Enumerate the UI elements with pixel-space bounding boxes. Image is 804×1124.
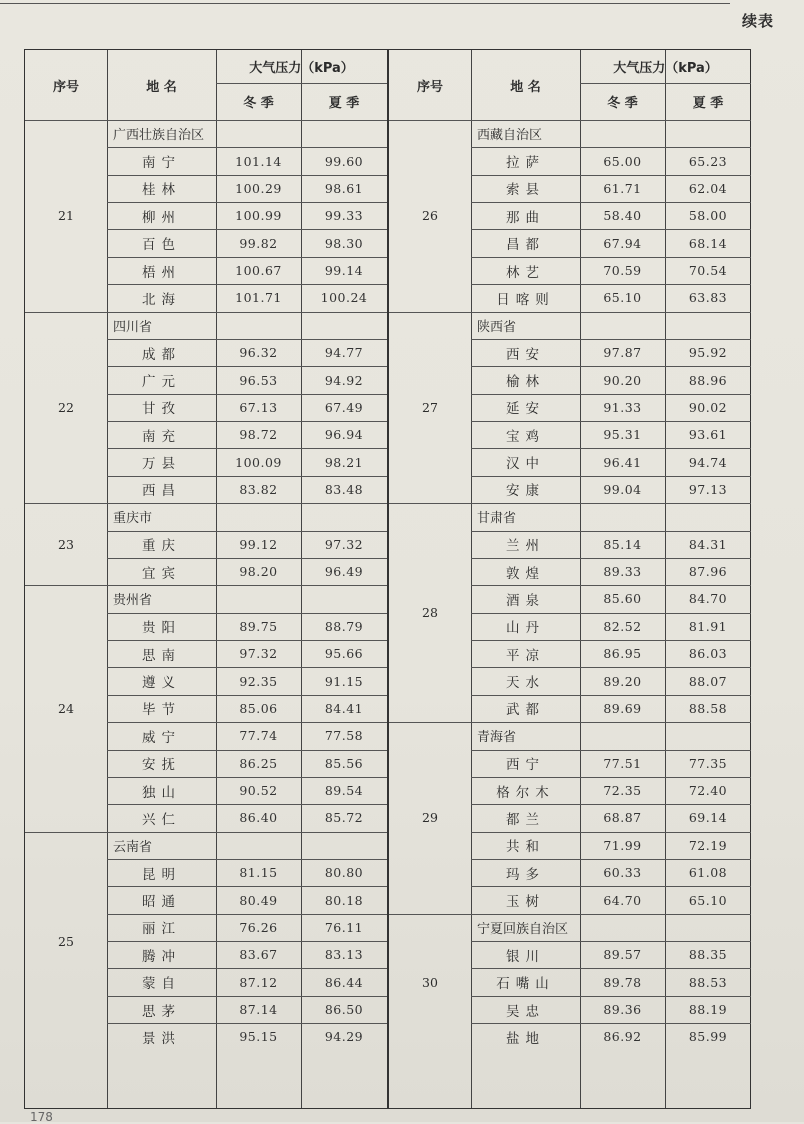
header-seq: 序号: [416, 79, 443, 95]
winter-pressure: 77.74: [239, 728, 278, 744]
winter-pressure: 98.72: [239, 427, 278, 443]
row-seq-number: 27: [422, 399, 438, 415]
summer-pressure: 84.70: [688, 591, 728, 607]
winter-pressure: 98.20: [239, 564, 278, 580]
summer-pressure: 83.13: [324, 947, 364, 963]
city-name: 敦煌: [506, 565, 545, 582]
winter-pressure: 100.67: [235, 263, 282, 279]
city-name: 格尔木: [496, 784, 555, 801]
summer-pressure: 85.72: [324, 810, 364, 826]
winter-pressure: 72.35: [603, 783, 642, 799]
summer-pressure: 72.40: [688, 783, 728, 799]
winter-pressure: 77.51: [603, 755, 642, 771]
city-name: 银川: [506, 948, 545, 965]
city-name: 宝鸡: [506, 428, 545, 445]
summer-pressure: 86.03: [688, 646, 728, 662]
city-name: 梧州: [142, 264, 181, 281]
winter-pressure: 85.06: [239, 700, 278, 716]
city-name: 重庆: [142, 538, 181, 555]
winter-pressure: 100.99: [235, 208, 282, 224]
summer-pressure: 94.29: [324, 1029, 364, 1045]
winter-pressure: 89.75: [239, 618, 278, 634]
winter-pressure: 61.71: [603, 180, 642, 196]
province-name: 青海省: [477, 730, 517, 746]
summer-pressure: 88.35: [688, 947, 728, 963]
winter-pressure: 87.12: [239, 974, 278, 990]
winter-pressure: 96.32: [239, 345, 278, 361]
summer-pressure: 94.77: [324, 345, 364, 361]
province-name: 广西壮族自治区: [113, 128, 205, 144]
winter-pressure: 92.35: [239, 673, 278, 689]
city-name: 西安: [506, 346, 545, 363]
summer-pressure: 88.58: [688, 700, 728, 716]
summer-pressure: 72.19: [688, 837, 728, 853]
header-winter: 冬 季: [607, 96, 638, 111]
winter-pressure: 96.53: [239, 372, 278, 388]
summer-pressure: 85.99: [688, 1029, 728, 1045]
header-place: 地 名: [146, 79, 177, 95]
summer-pressure: 90.02: [688, 399, 728, 415]
winter-pressure: 99.04: [603, 481, 642, 497]
winter-pressure: 90.20: [603, 372, 642, 388]
winter-pressure: 99.82: [239, 235, 278, 251]
pressure-table: [24, 49, 751, 1109]
winter-pressure: 89.20: [603, 673, 642, 689]
winter-pressure: 89.69: [603, 700, 642, 716]
city-name: 柳州: [142, 209, 181, 226]
header-pressure: 大气压力（kPa）: [249, 61, 354, 76]
summer-pressure: 98.30: [324, 235, 364, 251]
city-name: 酒泉: [506, 592, 545, 609]
city-name: 山丹: [506, 620, 545, 637]
city-name: 西昌: [142, 483, 181, 500]
city-name: 南宁: [142, 155, 181, 172]
city-name: 拉萨: [506, 155, 545, 172]
summer-pressure: 98.21: [324, 454, 364, 470]
winter-pressure: 65.00: [603, 153, 642, 169]
winter-pressure: 64.70: [603, 892, 642, 908]
province-name: 宁夏回族自治区: [477, 921, 569, 937]
city-name: 遵义: [142, 675, 181, 692]
summer-pressure: 99.60: [324, 153, 364, 169]
summer-pressure: 96.94: [324, 427, 364, 443]
city-name: 安康: [506, 483, 545, 500]
winter-pressure: 82.52: [603, 618, 642, 634]
city-name: 昌都: [506, 237, 545, 254]
city-name: 南充: [142, 428, 181, 445]
winter-pressure: 58.40: [603, 208, 642, 224]
table-left-half: [25, 50, 387, 1108]
summer-pressure: 80.80: [324, 865, 364, 881]
winter-pressure: 86.40: [239, 810, 278, 826]
province-name: 贵州省: [113, 593, 153, 609]
city-name: 兴仁: [142, 811, 181, 828]
city-name: 腾冲: [142, 948, 181, 965]
winter-pressure: 96.41: [603, 454, 642, 470]
city-name: 都兰: [506, 811, 545, 828]
city-name: 榆林: [506, 374, 545, 390]
row-seq-number: 21: [58, 208, 74, 224]
summer-pressure: 81.91: [688, 618, 728, 634]
winter-pressure: 95.31: [603, 427, 642, 443]
summer-pressure: 99.14: [324, 263, 364, 279]
summer-pressure: 68.14: [688, 235, 728, 251]
summer-pressure: 97.32: [324, 536, 364, 552]
summer-pressure: 95.92: [688, 345, 728, 361]
city-name: 万县: [142, 456, 181, 473]
winter-pressure: 81.15: [239, 865, 278, 881]
summer-pressure: 61.08: [688, 865, 728, 881]
winter-pressure: 68.87: [603, 810, 642, 826]
winter-pressure: 89.57: [603, 947, 642, 963]
header-pressure: 大气压力（kPa）: [613, 61, 718, 76]
summer-pressure: 88.53: [688, 974, 728, 990]
summer-pressure: 77.58: [324, 728, 364, 744]
winter-pressure: 100.29: [235, 180, 282, 196]
summer-pressure: 65.23: [688, 153, 728, 169]
city-name: 宜宾: [142, 565, 181, 582]
winter-pressure: 67.94: [603, 235, 642, 251]
winter-pressure: 67.13: [239, 399, 278, 415]
city-name: 丽江: [142, 921, 181, 938]
city-name: 平凉: [506, 647, 545, 664]
city-name: 共和: [506, 839, 545, 856]
header-subrule: [580, 83, 751, 84]
city-name: 毕节: [142, 702, 181, 719]
winter-pressure: 87.14: [239, 1002, 278, 1017]
row-seq-number: 30: [422, 974, 438, 990]
winter-pressure: 101.14: [235, 153, 282, 169]
winter-pressure: 89.33: [603, 564, 642, 580]
city-name: 北海: [142, 291, 181, 308]
summer-pressure: 76.11: [324, 919, 364, 935]
city-name: 延安: [506, 401, 545, 418]
summer-pressure: 93.61: [688, 427, 728, 443]
summer-pressure: 100.24: [320, 290, 368, 306]
summer-pressure: 86.50: [324, 1002, 364, 1017]
winter-pressure: 97.32: [239, 646, 278, 662]
winter-pressure: 101.71: [235, 290, 282, 306]
city-name: 兰州: [506, 538, 545, 555]
province-name: 云南省: [113, 839, 153, 855]
city-name: 天水: [506, 675, 545, 692]
summer-pressure: 96.49: [324, 564, 364, 580]
header-summer: 夏 季: [328, 96, 360, 111]
city-name: 林艺: [506, 264, 545, 281]
summer-pressure: 80.18: [324, 892, 364, 908]
city-name: 西宁: [506, 757, 545, 774]
province-name: 甘肃省: [477, 511, 517, 527]
top-rule: [0, 3, 730, 4]
summer-pressure: 87.96: [688, 564, 728, 580]
province-name: 四川省: [113, 319, 153, 335]
summer-pressure: 83.48: [324, 481, 364, 497]
summer-pressure: 89.54: [324, 783, 364, 799]
winter-pressure: 85.60: [603, 591, 642, 607]
city-name: 桂林: [142, 182, 181, 199]
winter-pressure: 89.78: [603, 974, 642, 990]
winter-pressure: 99.12: [239, 536, 278, 552]
header-winter: 冬 季: [243, 96, 274, 111]
summer-pressure: 58.00: [688, 208, 728, 224]
summer-pressure: 67.49: [324, 399, 364, 415]
city-name: 石嘴山: [496, 976, 555, 993]
winter-pressure: 97.87: [603, 345, 642, 361]
row-seq-number: 29: [422, 810, 438, 826]
winter-pressure: 76.26: [239, 919, 278, 935]
winter-pressure: 91.33: [603, 399, 642, 415]
winter-pressure: 86.92: [603, 1029, 642, 1045]
summer-pressure: 94.74: [688, 454, 728, 470]
summer-pressure: 88.79: [324, 618, 364, 634]
summer-pressure: 86.44: [324, 974, 364, 990]
row-seq-number: 23: [58, 536, 74, 552]
summer-pressure: 77.35: [688, 755, 728, 771]
city-name: 昭通: [142, 894, 181, 911]
summer-pressure: 63.83: [688, 290, 728, 306]
summer-pressure: 70.54: [688, 263, 728, 279]
summer-pressure: 69.14: [688, 810, 728, 826]
province-name: 陕西省: [477, 319, 517, 335]
city-name: 玉树: [506, 894, 545, 911]
summer-pressure: 84.31: [688, 536, 728, 552]
city-name: 广元: [142, 374, 181, 390]
city-name: 蒙自: [142, 976, 181, 993]
row-seq-number: 26: [422, 208, 438, 224]
winter-pressure: 86.95: [603, 646, 642, 662]
city-name: 昆明: [142, 866, 181, 883]
winter-pressure: 70.59: [603, 263, 642, 279]
row-seq-number: 22: [58, 399, 74, 415]
city-name: 成都: [142, 346, 181, 363]
winter-pressure: 100.09: [235, 454, 282, 470]
summer-pressure: 95.66: [324, 646, 364, 662]
province-name: 重庆市: [113, 511, 153, 527]
city-name: 安抚: [142, 757, 181, 774]
page-number: 178: [30, 1110, 53, 1124]
winter-pressure: 83.82: [239, 481, 278, 497]
row-seq-number: 28: [422, 605, 438, 621]
winter-pressure: 95.15: [239, 1029, 278, 1045]
city-name: 贵阳: [142, 620, 181, 637]
winter-pressure: 85.14: [603, 536, 642, 552]
header-place: 地 名: [510, 79, 541, 95]
summer-pressure: 97.13: [688, 481, 728, 497]
city-name: 景洪: [142, 1030, 181, 1047]
city-name: 玛多: [506, 866, 545, 883]
summer-pressure: 84.41: [324, 700, 364, 716]
continued-label: 续表: [741, 12, 774, 30]
city-name: 百色: [142, 237, 181, 254]
province-name: 西藏自治区: [477, 128, 543, 144]
summer-pressure: 94.92: [324, 372, 364, 388]
summer-pressure: 88.19: [688, 1002, 728, 1017]
summer-pressure: 99.33: [324, 208, 364, 224]
row-seq-number: 25: [58, 933, 74, 949]
winter-pressure: 65.10: [603, 290, 642, 306]
summer-pressure: 88.07: [688, 673, 728, 689]
summer-pressure: 91.15: [324, 673, 364, 689]
winter-pressure: 89.36: [603, 1002, 642, 1017]
city-name: 汉中: [506, 456, 545, 473]
city-name: 盐地: [506, 1030, 545, 1047]
city-name: 威宁: [142, 729, 181, 746]
city-name: 甘孜: [142, 401, 181, 418]
summer-pressure: 98.61: [324, 180, 364, 196]
city-name: 那曲: [506, 209, 545, 226]
winter-pressure: 83.67: [239, 947, 278, 963]
winter-pressure: 90.52: [239, 783, 278, 799]
header-seq: 序号: [52, 79, 79, 95]
summer-pressure: 62.04: [688, 180, 728, 196]
city-name: 吴忠: [506, 1003, 545, 1020]
city-name: 思茅: [142, 1003, 181, 1020]
table-right-half: [387, 50, 750, 1108]
city-name: 日喀则: [496, 291, 555, 308]
city-name: 独山: [142, 784, 181, 801]
city-name: 思南: [142, 647, 181, 664]
city-name: 武都: [506, 702, 545, 719]
winter-pressure: 60.33: [603, 865, 642, 881]
header-subrule: [216, 83, 387, 84]
header-summer: 夏 季: [692, 96, 724, 111]
summer-pressure: 65.10: [688, 892, 728, 908]
winter-pressure: 71.99: [603, 837, 642, 853]
row-seq-number: 24: [58, 700, 74, 716]
summer-pressure: 88.96: [688, 372, 728, 388]
winter-pressure: 86.25: [239, 755, 278, 771]
city-name: 索县: [506, 182, 545, 199]
summer-pressure: 85.56: [324, 755, 364, 771]
winter-pressure: 80.49: [239, 892, 278, 908]
